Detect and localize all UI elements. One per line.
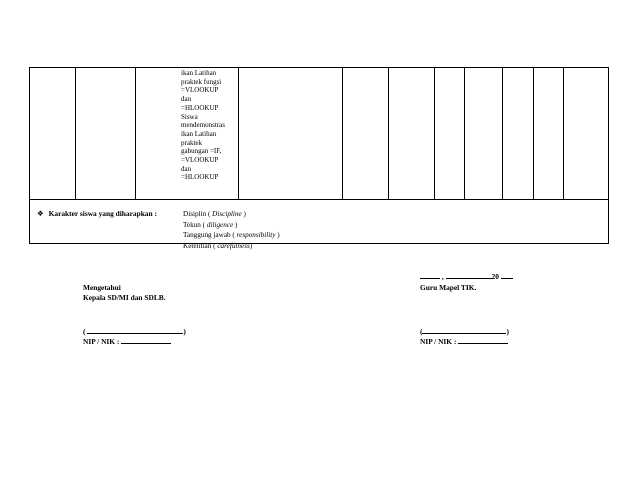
column-divider (388, 67, 389, 200)
column-divider (533, 67, 534, 200)
karakter-label-text: Karakter siswa yang diharapkan : (48, 209, 157, 218)
signature-right-line2: Guru Mapel TIK. (420, 283, 477, 292)
signature-left-name-line: ( ) (83, 327, 186, 336)
karakter-item: Tekun ( diligence ) (183, 220, 238, 229)
signature-right-name (420, 327, 509, 347)
cell-line: =VLOOKUP (181, 156, 219, 165)
signature-right-title (420, 272, 513, 293)
cell-line: ikan Latihan (181, 129, 217, 138)
table-border-top (29, 67, 609, 68)
cell-line: praktek (181, 138, 202, 147)
column-divider (464, 67, 465, 200)
karakter-item: Disiplin ( Discipline ) (183, 210, 246, 218)
table-border-bottom (29, 243, 609, 244)
cell-line: dan (181, 95, 192, 104)
karakter-item: Ketelitian ( carefulness) (183, 241, 253, 250)
cell-line: dan (181, 164, 192, 173)
signature-left-title (83, 283, 166, 303)
signature-left-name (83, 327, 186, 347)
cell-line: ikan Latihan (181, 69, 217, 77)
cell-line: Siswa (181, 112, 198, 121)
column-divider (135, 67, 136, 200)
cell-line: =HLOOKUP (181, 173, 219, 182)
cell-line: =VLOOKUP (181, 86, 219, 95)
signature-right-name-line: ( ) (420, 327, 509, 336)
signature-left-line1: Mengetahui (83, 283, 121, 292)
cell-line: mendemonstras (181, 121, 225, 130)
karakter-item: Tanggung jawab ( responsibility ) (183, 231, 280, 240)
karakter-label (37, 209, 157, 218)
column-divider (342, 67, 343, 200)
column-divider (502, 67, 503, 200)
signature-right-nip: NIP / NIK : (420, 337, 509, 347)
table-border-right (608, 67, 609, 244)
karakter-list (183, 209, 280, 251)
table-border-left (29, 67, 30, 244)
cell-line: praktek fungsi (181, 77, 222, 86)
table-cell-activity (181, 69, 241, 182)
column-divider (563, 67, 564, 200)
cell-line: gabungan =IF, (181, 147, 222, 156)
cell-line: =HLOOKUP (181, 103, 219, 112)
column-divider (434, 67, 435, 200)
table-row-divider (29, 199, 609, 200)
signature-right-date: , 20 (420, 272, 513, 282)
signature-left-nip: NIP / NIK : (83, 337, 186, 347)
signature-left-line2: Kepala SD/MI dan SDLB. (83, 293, 166, 302)
column-divider (75, 67, 76, 200)
diamond-bullet-icon: ❖ (37, 209, 44, 218)
